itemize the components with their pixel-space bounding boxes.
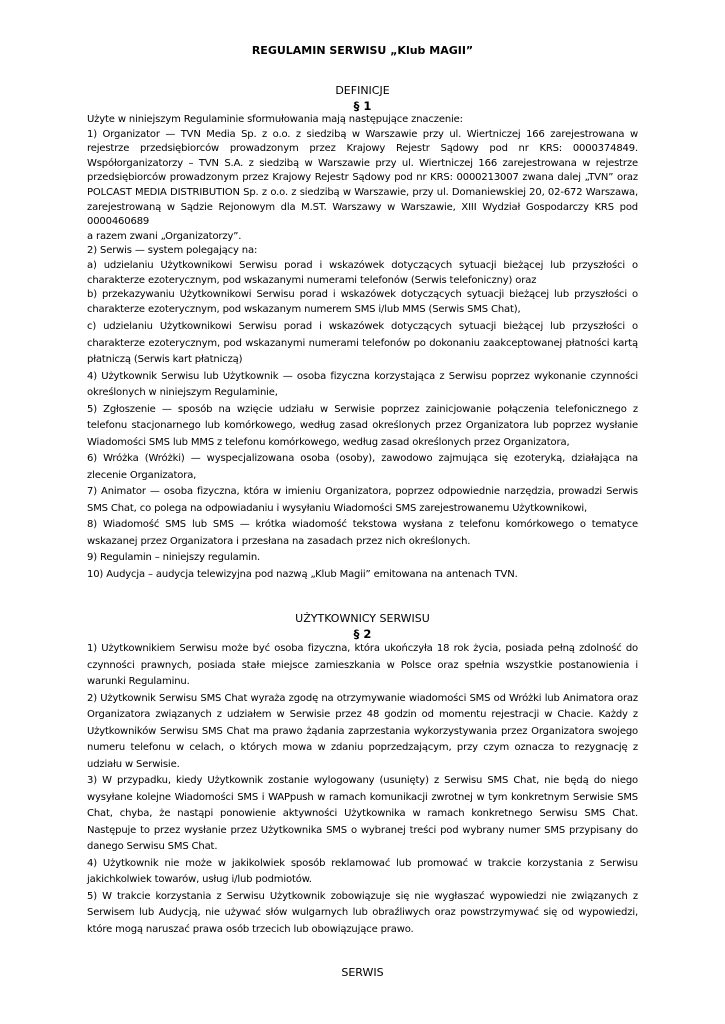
definition-item: 8) Wiadomość SMS lub SMS — krótka wiadomość tekstowa wysłana z telefonu komórkowego o tematyce wskazanej przez Organizatora i przesłana na zasadach przez nich określonych. bbox=[87, 519, 638, 547]
definition-item: a razem zwani „Organizatorzy”. bbox=[87, 230, 242, 242]
users-block bbox=[87, 641, 638, 938]
section-heading-service: SERWIS bbox=[341, 966, 384, 979]
definition-item: 9) Regulamin – niniejszy regulamin. bbox=[87, 552, 261, 563]
user-rule-item: 5) W trakcie korzystania z Serwisu Użytkownik zobowiązuje się nie wygłaszać wypowiedzi nie związanych z Serwisem lub Audycją, nie używać słów wulgarnych lub obraźliwych oraz powstrzymywać się od wypowiedzi, które mogą naruszać prawa osób trzecich lub obowiązujące prawo. bbox=[87, 890, 638, 935]
definition-item: 2) Serwis — system polegający na: bbox=[87, 245, 258, 257]
document-title: REGULAMIN SERWISU „Klub MAGII” bbox=[251, 44, 474, 57]
definition-item: b) przekazywaniu Użytkownikowi Serwisu porad i wskazówek dotyczących sytuacji bieżącej lub przyszłości o charakterze ezoterycznym, pod wskazanym numerem SMS i/lub MMS (Serwis SMS Chat), bbox=[87, 289, 638, 315]
definitions-block-tight bbox=[87, 113, 638, 317]
paragraph-mark-1: § 1 bbox=[353, 99, 372, 113]
user-rule-item: 4) Użytkownik nie może w jakikolwiek sposób reklamować lub promować w trakcie korzystania z Serwisu jakichkolwiek towarów, usług i/lub podmiotów. bbox=[87, 857, 638, 885]
user-rule-item: 2) Użytkownik Serwisu SMS Chat wyraża zgodę na otrzymywanie wiadomości SMS od Wróżki lub Animatora oraz Organizatora związanych z udziałem w Serwisie przez 48 godzin od momentu rejestracji w Chacie. Każdy z Użytkowników Serwisu SMS Chat ma prawo żądania zaprzestania wykorzystywania przez Organizatora swojego numeru telefonu w celach, o których mowa w zdaniu poprzedzającym, przy czym oznacza to rezygnację z udziału w Serwisie. bbox=[87, 692, 638, 770]
section-heading-users: UŻYTKOWNICY SERWISU bbox=[295, 612, 430, 625]
user-rule-item: 1) Użytkownikiem Serwisu może być osoba fizyczna, która ukończyła 18 rok życia, posiada pełną zdolność do czynności prawnych, posiada stałe miejsce zamieszkania w Polsce oraz spełnia wszystkie postanowienia i warunki Regulaminu. bbox=[87, 643, 638, 687]
definition-item: 7) Animator — osoba fizyczna, która w imieniu Organizatora, poprzez odpowiednie narzędzia, prowadzi Serwis SMS Chat, co polega na odpowiadaniu i wysyłaniu Wiadomości SMS zarejestrowanemu Użytkownikowi, bbox=[87, 486, 638, 514]
definition-item: c) udzielaniu Użytkownikowi Serwisu porad i wskazówek dotyczących sytuacji bieżącej lub przyszłości o charakterze ezoterycznym, pod wskazanymi numerami telefonów po dokonaniu zaakceptowanej płatności kartą płatniczą (Serwis kart płatniczą) bbox=[87, 321, 638, 365]
user-rule-item: 3) W przypadku, kiedy Użytkownik zostanie wylogowany (usunięty) z Serwisu SMS Chat, nie będą do niego wysyłane kolejne Wiadomości SMS i WAPpush w ramach komunikacji zwrotnej w tym konkretnym Serwisie SMS Chat, chyba, że nastąpi ponowienie aktywności Użytkownika w ramach konkretnego Serwisu SMS Chat. Następuje to przez wysłanie przez Użytkownika SMS o wybranej treści pod wybrany numer SMS przypisany do danego Serwisu SMS Chat. bbox=[87, 775, 638, 852]
section-heading-definitions: DEFINICJE bbox=[335, 84, 390, 97]
definition-item: 5) Zgłoszenie — sposób na wzięcie udziału w Serwisie poprzez zainicjowanie połączenia telefonicznego z telefonu stacjonarnego lub komórkowego, według zasad określonych przez Organizatora lub poprzez wysłanie Wiadomości SMS lub MMS z telefonu komórkowego, według zasad określonych przez Organizatora, bbox=[87, 403, 638, 448]
definition-item: 4) Użytkownik Serwisu lub Użytkownik — osoba fizyczna korzystająca z Serwisu poprzez wykonanie czynności określonych w niniejszym Regulaminie, bbox=[87, 370, 638, 398]
paragraph-mark-2: § 2 bbox=[353, 627, 372, 641]
definition-item: 1) Organizator — TVN Media Sp. z o.o. z siedzibą w Warszawie przy ul. Wiertniczej 166 zarejestrowana w rejestrze przedsiębiorców prowadzonym przez Krajowy Rejestr Sądowy pod nr KRS: 0000374849. Współorganizatorzy – TVN S.A. z siedzibą w Warszawie przy ul. Wiertniczej 166 zarejestrowana w rejestrze przedsiębiorców prowadzonym przez Krajowy Rejestr Sądowy pod nr KRS: 0000213007 zwana dalej „TVN” oraz POLCAST MEDIA DISTRIBUTION Sp. z o.o. z siedzibą w Warszawie, przy ul. Domaniewskiej 20, 02-672 Warszawa, zarejestrowaną w Sądzie Rejonowym dla M.ST. Warszawy w Warszawie, XIII Wydział Gospodarczy KRS pod 0000460689 bbox=[87, 128, 638, 228]
definition-item: 10) Audycja – audycja telewizyjna pod nazwą „Klub Magii” emitowana na antenach TVN. bbox=[87, 568, 518, 580]
definition-item: 6) Wróżka (Wróżki) — wyspecjalizowana osoba (osoby), zawodowo zajmująca się ezoteryką, działająca na zlecenie Organizatora, bbox=[87, 453, 638, 481]
definitions-block-loose bbox=[87, 319, 638, 583]
definition-item: a) udzielaniu Użytkownikowi Serwisu porad i wskazówek dotyczących sytuacji bieżącej lub przyszłości o charakterze ezoterycznym, pod wskazanymi numerami telefonów (Serwis telefoniczny) oraz bbox=[87, 259, 638, 286]
definitions-intro: Użyte w niniejszym Regulaminie sformułowania mają następujące znaczenie: bbox=[87, 114, 463, 125]
